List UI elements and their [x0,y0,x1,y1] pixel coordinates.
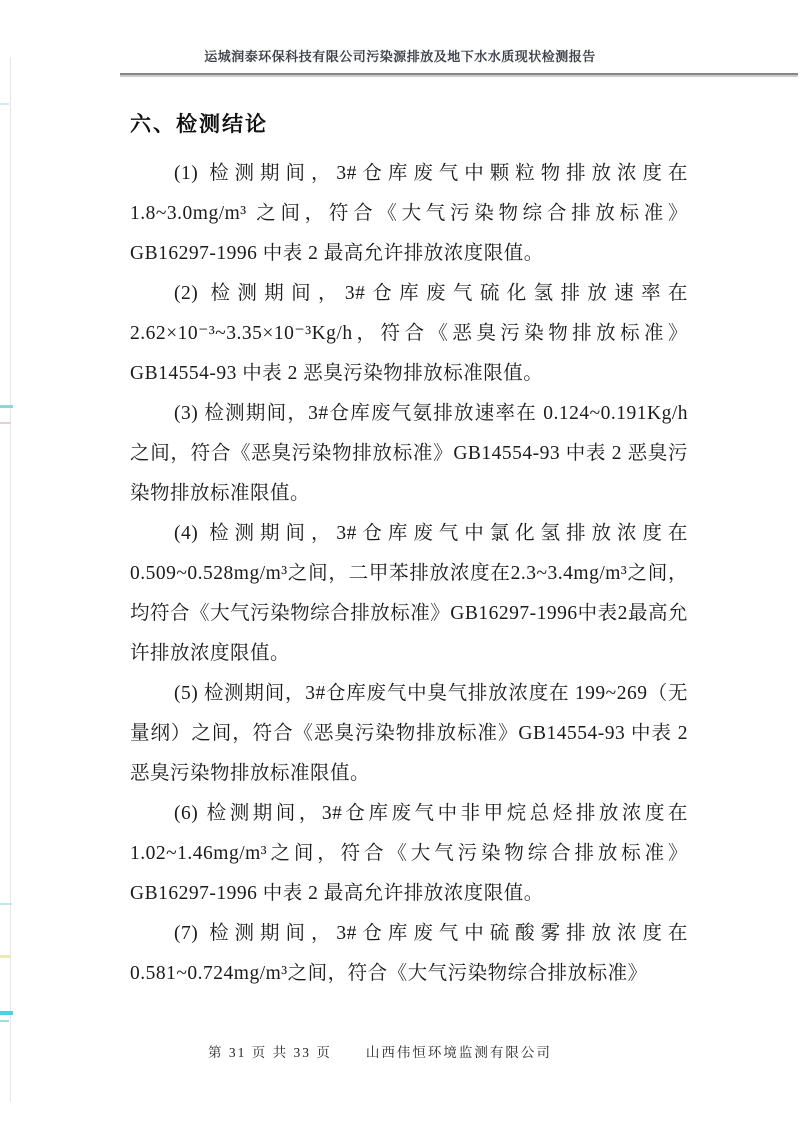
conclusion-paragraph-2: (2) 检测期间，3#仓库废气硫化氢排放速率在 2.62×10⁻³~3.35×10⁻³Kg/h，符合《恶臭污染物排放标准》GB14554-93 中表 2 恶臭污染物排放标准限值。 [130,283,688,384]
page-header-title: 运城润泰环保科技有限公司污染源排放及地下水水质现状检测报告 [204,49,596,64]
scan-artifact [0,1020,9,1022]
conclusion-paragraph-6: (6) 检测期间，3#仓库废气中非甲烷总烃排放浓度在 1.02~1.46mg/m³之间，符合《大气污染物综合排放标准》GB16297-1996 中表 2 最高允许排放浓度限值。 [130,803,688,904]
conclusion-paragraph-1: (1) 检测期间，3#仓库废气中颗粒物排放浓度在 1.8~3.0mg/m³ 之间，符合《大气污染物综合排放标准》GB16297-1996 中表 2 最高允许排放浓度限值。 [130,163,688,264]
document-body [130,108,688,994]
conclusion-paragraph-3: (3) 检测期间，3#仓库废气氨排放速率在 0.124~0.191Kg/h 之间，符合《恶臭污染物排放标准》GB14554-93 中表 2 恶臭污染物排放标准限值。 [130,403,688,504]
scan-artifact [0,955,10,958]
section-title: 六、检测结论 [130,112,268,136]
scan-artifact [0,405,13,408]
footer-company-name: 山西伟恒环境监测有限公司 [365,1045,552,1060]
header-divider [120,73,798,75]
scan-artifact [0,422,11,424]
scan-artifact [0,1011,13,1015]
conclusion-paragraph-5: (5) 检测期间，3#仓库废气中臭气排放浓度在 199~269（无量纲）之间，符合《恶臭污染物排放标准》GB14554-93 中表 2 恶臭污染物排放标准限值。 [130,683,688,784]
conclusion-paragraph-7: (7) 检测期间，3#仓库废气中硫酸雾排放浓度在 0.581~0.724mg/m³之间，符合《大气污染物综合排放标准》 [130,923,688,984]
scan-artifact [0,103,9,105]
conclusion-paragraph-4: (4) 检测期间，3#仓库废气中氯化氢排放浓度在0.509~0.528mg/m³之间，二甲苯排放浓度在2.3~3.4mg/m³之间，均符合《大气污染物综合排放标准》GB16297-1996中表2最高允许排放浓度限值。 [130,523,688,664]
scan-artifact [10,57,11,1102]
page-number: 第 31 页 共 33 页 [208,1045,332,1060]
scan-artifact [0,903,12,905]
page-footer [208,1041,552,1061]
